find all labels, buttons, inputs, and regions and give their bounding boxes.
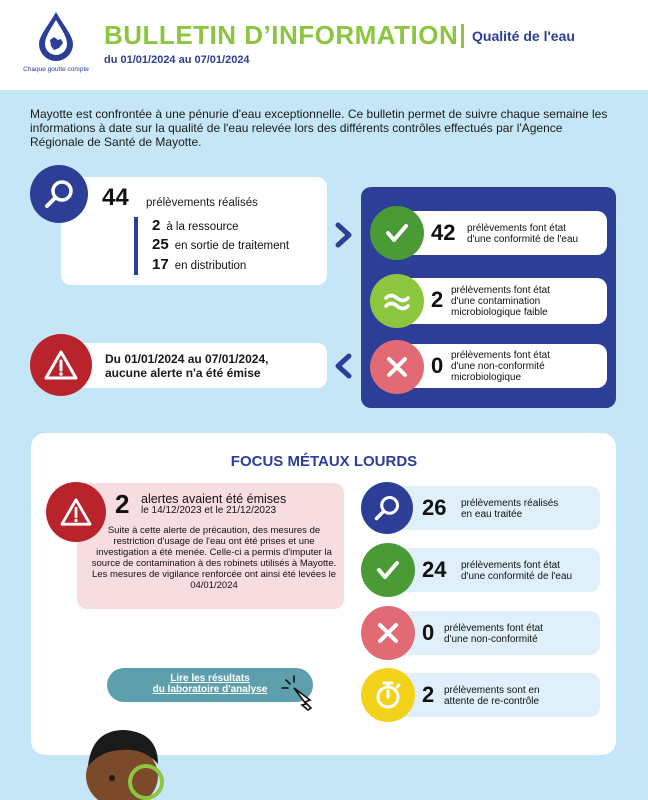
approx-icon [382, 289, 412, 313]
magnifier-icon [43, 178, 75, 210]
samples-total: 44 [102, 184, 129, 211]
check-icon [373, 555, 403, 585]
focus-stat-circle [361, 543, 415, 597]
stopwatch-icon [372, 679, 404, 711]
logo-caption: Chaque goutte compte [23, 66, 89, 73]
focus-stat-value: 24 [422, 557, 447, 582]
chevron-right-icon [333, 222, 355, 248]
focus-stat-value: 0 [422, 620, 435, 645]
focus-stat-label: prélèvements réalisés en eau traitée [461, 498, 559, 520]
focus-stat-circle [361, 668, 415, 722]
warning-icon [59, 497, 93, 527]
breakdown-row: 2 à la ressource [152, 217, 239, 234]
focus-stat-circle [361, 606, 415, 660]
breakdown-bar [134, 217, 138, 275]
breakdown-row: 17 en distribution [152, 256, 247, 273]
result-label: prélèvements font état d'une contamination microbiologique faible [451, 285, 550, 318]
header [0, 0, 648, 90]
focus-alert-count: 2 [115, 489, 130, 519]
focus-stat-label: prélèvements font état d'une conformité de l'eau [461, 560, 573, 582]
result-label: prélèvements font état d'une conformité de l'eau [467, 223, 579, 245]
result-circle [370, 340, 424, 394]
check-icon [382, 218, 412, 248]
samples-total-label: prélèvements réalisés [146, 197, 258, 209]
alert-circle [30, 334, 92, 396]
magnifier-icon [373, 494, 401, 522]
result-value: 2 [431, 287, 444, 312]
focus-stat-circle [361, 482, 413, 534]
focus-alert-circle [46, 482, 106, 542]
focus-stat-label: prélèvements font état d'une non-conformité [444, 623, 543, 645]
mascot-illustration [78, 726, 168, 800]
focus-alert-card [77, 483, 344, 609]
cross-icon [374, 619, 402, 647]
page-subtitle: Qualité de l'eau [472, 28, 575, 44]
samples-circle [30, 165, 88, 223]
result-value: 42 [431, 220, 456, 245]
click-hand-icon [280, 674, 318, 712]
title-divider [461, 24, 464, 48]
focus-stat-value: 26 [422, 495, 447, 520]
cross-icon [383, 353, 411, 381]
lab-results-button[interactable]: Lire les résultats du laboratoire d'analyse [107, 668, 313, 702]
result-value: 0 [431, 353, 444, 378]
page-title: BULLETIN D’INFORMATION [104, 20, 459, 50]
focus-alert-title: alertes avaient été émises [141, 492, 287, 506]
result-circle [370, 206, 424, 260]
focus-alert-body: Suite à cette alerte de précaution, des mesures de restriction d'usage de l'eau ont été prises et une investigation a été menée. Celle-ci a permis d'imputer la source de contamination à des robinets utilisés à Mayotte. Les mesures de vigilance renforcée ont ainsi été levées le 04/01/2024 [91, 525, 337, 591]
warning-icon [43, 349, 79, 381]
alert-text: Du 01/01/2024 au 07/01/2024, aucune alerte n'a été émise [105, 352, 269, 380]
focus-stat-label: prélèvements sont en attente de re-contrôle [444, 685, 540, 707]
intro-text: Mayotte est confrontée à une pénurie d'eau exceptionnelle. Ce bulletin permet de suivre chaque semaine les informations à date sur la qualité de l'eau relevée lors des différents contrôles effectués par l'Agence Régionale de Santé de Mayotte. [30, 107, 608, 149]
result-label: prélèvements font état d'une non-conformité microbiologique [451, 350, 550, 383]
breakdown-row: 25 en sortie de traitement [152, 236, 290, 253]
focus-title: FOCUS MÉTAUX LOURDS [230, 453, 418, 470]
focus-alert-dates: le 14/12/2023 et le 21/12/2023 [141, 505, 277, 516]
result-circle [370, 274, 424, 328]
water-drop-logo-icon [36, 10, 76, 62]
chevron-left-icon [332, 353, 354, 379]
focus-stat-value: 2 [422, 682, 435, 707]
bulletin-dates: du 01/01/2024 au 07/01/2024 [104, 54, 250, 66]
